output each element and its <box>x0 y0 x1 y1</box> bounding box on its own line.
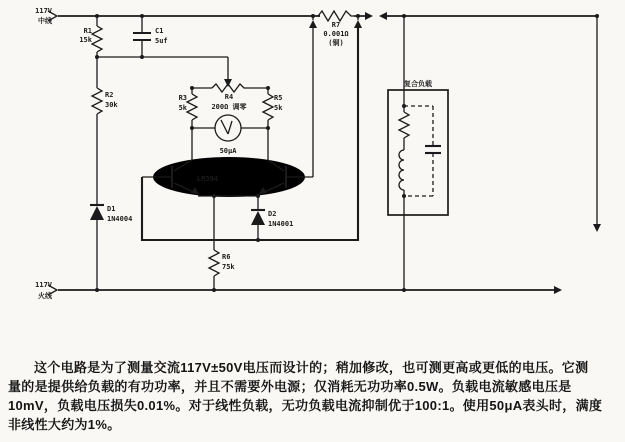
description-line-3: 10mV，负载电压损失0.01%。对于线性负载，无功负载电流抑制优于100:1。使用50μA表头时，满度 <box>8 398 603 413</box>
resistor-r2 <box>92 57 118 114</box>
d1-triangle-icon <box>90 206 104 220</box>
meter-50ua <box>215 115 241 155</box>
bridge-feed-wire <box>95 55 232 87</box>
r7-ref: R7 <box>331 21 341 29</box>
edge-arrow-down-icon <box>593 224 601 232</box>
r2-ref: R2 <box>105 91 114 99</box>
transistor-pair-lm394 <box>153 128 305 197</box>
c1-ref: C1 <box>155 27 164 35</box>
feedback-arrow-up-icon <box>354 20 362 28</box>
r3-value: 5k <box>178 104 187 112</box>
r3-ref: R3 <box>178 94 187 102</box>
meter-value: 50μA <box>219 147 237 155</box>
ic-ref: LM394 <box>197 175 219 183</box>
r1-ref: R1 <box>83 27 92 35</box>
resistor-r4 <box>212 84 246 92</box>
tap-arrow-up-icon <box>309 20 317 28</box>
d2-value: 1N4001 <box>268 220 294 228</box>
c1-value: 5uf <box>155 37 168 45</box>
d1-value: 1N4004 <box>107 215 133 223</box>
hot-label-voltage: 117V <box>35 281 52 289</box>
description-line-2: 量的是提供给负载的有功功率，并且不需要外电源；仅消耗无功功率0.5W。负载电流敏感电压是 <box>8 379 572 394</box>
neutral-terminal <box>35 7 57 25</box>
load-resistor <box>399 112 409 138</box>
r4-value: 200Ω 调零 <box>211 103 247 111</box>
rail-arrow-right-icon <box>365 12 373 20</box>
r2-value: 30k <box>105 101 118 109</box>
r6-ref: R6 <box>222 253 231 261</box>
resistor-r5 <box>263 94 273 120</box>
bottom-rail-wire <box>58 286 562 294</box>
description-line-1: 这个电路是为了测量交流117V±50V电压而设计的；稍加修改，也可测更高或更低的电压。它测 <box>34 360 589 375</box>
diode-d1 <box>90 114 132 290</box>
description-line-4: 非线性大约为1%。 <box>8 417 121 432</box>
r6-value: 75k <box>222 263 235 271</box>
r4-ref: R4 <box>224 93 234 101</box>
diode-d2 <box>251 196 293 242</box>
resistor-r3 <box>187 94 197 120</box>
r5-ref: R5 <box>274 94 283 102</box>
load-inductor <box>399 150 404 190</box>
d1-ref: D1 <box>107 205 116 213</box>
r7-value: 0.001Ω <box>323 30 349 38</box>
d2-triangle-icon <box>251 211 265 225</box>
rail-arrow-left-icon <box>379 12 387 20</box>
r5-value: 5k <box>274 104 283 112</box>
right-edge-wire <box>593 16 601 232</box>
bottom-rail-arrow-icon <box>554 286 562 294</box>
d2-ref: D2 <box>268 210 277 218</box>
circuit-description <box>8 358 617 434</box>
meter-needle-icon <box>221 120 228 134</box>
r1-value: 15k <box>79 36 92 44</box>
neutral-label-text: 中线 <box>38 17 52 25</box>
r7-note: (铜) <box>328 39 344 47</box>
top-rail-wire <box>58 12 599 20</box>
neutral-label-voltage: 117V <box>35 7 52 15</box>
resistor-r1 <box>79 16 102 57</box>
composite-load <box>388 16 448 290</box>
sense-tap-wire <box>286 16 317 177</box>
capacitor-c1 <box>133 16 168 57</box>
hot-label-text: 火线 <box>38 292 52 300</box>
hot-terminal <box>35 281 57 300</box>
resistor-r6 <box>209 196 235 290</box>
resistor-r7-shunt <box>318 11 354 47</box>
load-label: 复合负载 <box>404 80 432 88</box>
